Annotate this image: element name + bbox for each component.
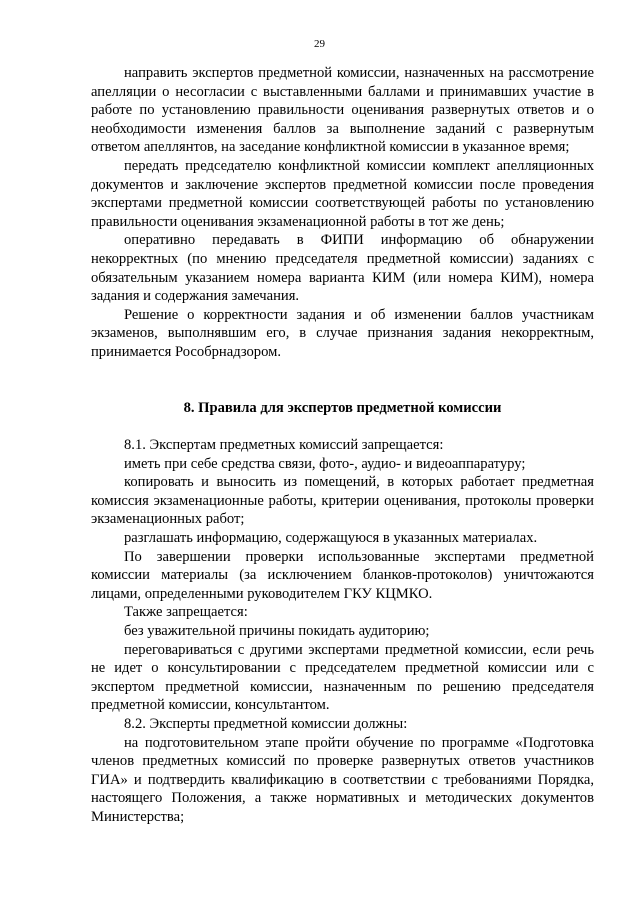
paragraph: направить экспертов предметной комиссии, назначенных на рассмотрение апелляции о несогласии с выставленными баллами и принимавших участие в работе по установлению правильности оценивания развернутых ответов и о необходимости изменения баллов за выполнение заданий с развернутым ответом апеллянтов, на заседание конфликтной комиссии в указанное время;: [91, 65, 594, 156]
paragraph: Также запрещается:: [124, 604, 248, 621]
paragraph: на подготовительном этапе пройти обучение по программе «Подготовка членов предметных комиссий по проверке развернутых ответов участников ГИА» и подтвердить квалификацию в соответствии с требованиями Порядка, настоящего Положения, а также нормативных и методических документов Министерства;: [91, 734, 594, 825]
paragraph: разглашать информацию, содержащуюся в указанных материалах.: [124, 530, 538, 547]
paragraph: оперативно передавать в ФИПИ информацию об обнаружении некорректных (по мнению председателя предметной комиссии) заданиях с обязательным указанием номера варианта КИМ (или номера КИМ), номера задания и содержания замечания.: [91, 232, 594, 305]
paragraph: 8.1. Экспертам предметных комиссий запрещается:: [124, 437, 444, 454]
paragraph: иметь при себе средства связи, фото-, аудио- и видеоаппаратуру;: [124, 455, 526, 472]
page-content: [91, 64, 594, 827]
section-heading: 8. Правила для экспертов предметной комиссии: [183, 399, 502, 416]
section-one: [91, 64, 594, 362]
section-two: [91, 436, 594, 826]
paragraph: без уважительной причины покидать аудиторию;: [124, 623, 430, 640]
paragraph: 8.2. Эксперты предметной комиссии должны:: [124, 716, 408, 732]
paragraph: Решение о корректности задания и об изменении баллов участникам экзаменов, выполнявшим его, в случае признания задания некорректным, принимается Рособрнадзором.: [91, 306, 594, 360]
paragraph: копировать и выносить из помещений, в которых работает предметная комиссия экзаменационные работы, критерии оценивания, протоколы проверки экзаменационных работ;: [91, 474, 594, 528]
paragraph: По завершении проверки использованные экспертами предметной комиссии материалы (за исключением бланков-протоколов) уничтожаются лицами, определенными руководителем ГКУ КЦМКО.: [91, 548, 594, 602]
paragraph: передать председателю конфликтной комиссии комплект апелляционных документов и заключение экспертов предметной комиссии после проведения экспертами предметной комиссии соответствующей работы по установлению правильности оценивания экзаменационной работы в тот же день;: [91, 157, 594, 230]
paragraph: переговариваться с другими экспертами предметной комиссии, если речь не идет о консультировании с председателем предметной комиссии или с экспертом предметной комиссии, назначенным по решению председателя предметной комиссии, консультантом.: [91, 641, 594, 714]
page-number: 29: [314, 38, 325, 50]
